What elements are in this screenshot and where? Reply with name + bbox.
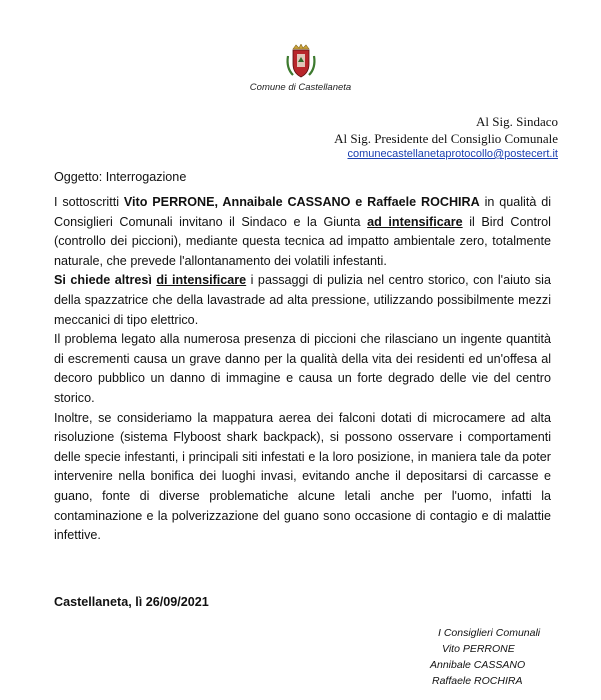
municipality-name: Comune di Castellaneta [249, 82, 352, 93]
signature-name: Annibale CASSANO [430, 659, 526, 671]
signature-name: Vito PERRONE [442, 643, 515, 655]
text-run: in qualità di Consiglieri Comunali invitano il Sindaco e la Giunta [54, 195, 551, 229]
pec-email-link[interactable]: comunecastellanetaprotocollo@postecert.it [347, 148, 558, 160]
paragraph: Inoltre, se consideriamo la mappatura aerea dei falconi dotati di microcamere ad alta risoluzione (sistema Flyboost shark backpack), si possono osservare i comportamenti delle specie infestanti, i principali siti infestati e la loro posizione, in maniera tale da poter intervenire nella bonifica dei luoghi invasi, evitando anche il depositarsi di carcasse e guano, fonte di diverse problematiche alcune letali anche per l'uomo, infatti la contaminazione e la polverizzazione del guano sono occasione di contagio e di malattie infettive. [54, 410, 551, 543]
letter-body [54, 193, 551, 546]
text-run: i passaggi di pulizia nel centro storico, con l'aiuto sia della spazzatrice che della lavastrade ad alta pressione, utilizzando possibilmente mezzi meccanici di tipo elettrico. [54, 273, 551, 327]
subject-line: Oggetto: Interrogazione [54, 170, 187, 184]
addressee-mayor: Al Sig. Sindaco [476, 114, 558, 129]
date-line: Castellaneta, lì 26/09/2021 [54, 595, 209, 609]
paragraph [54, 193, 551, 271]
emphasis-underlined: di intensificare [156, 273, 247, 288]
signature-block [420, 625, 540, 689]
addressee-council-president: Al Sig. Presidente del Consiglio Comunale [334, 131, 558, 146]
addressee-block [334, 113, 558, 161]
emphasis-bold: Si chiede altresì [54, 273, 157, 288]
emphasis-underlined: ad intensificare [367, 214, 463, 229]
signatory-names: Vito PERRONE, Annaibale CASSANO e Raffaele ROCHIRA [123, 195, 480, 209]
paragraph: Il problema legato alla numerosa presenza di piccioni che rilasciano un ingente quantità di escrementi causa un grave danno per la qualità della vita dei residenti ed un'offesa al decoro pubblico un danno di immagine e causa un forte degrado delle vie del centro storico. [54, 332, 551, 405]
text-run: I sottoscritti [54, 195, 124, 209]
text-run: il Bird Control (controllo dei piccioni), mediante questa tecnica ad impatto ambientale zero, totalmente naturale, che prevede l'allontanamento dei volatili infestanti. [54, 214, 551, 268]
signature-name: Raffaele ROCHIRA [432, 675, 523, 687]
signature-title: I Consiglieri Comunali [438, 627, 541, 639]
paragraph [54, 271, 551, 330]
coat-of-arms-icon [284, 44, 318, 80]
